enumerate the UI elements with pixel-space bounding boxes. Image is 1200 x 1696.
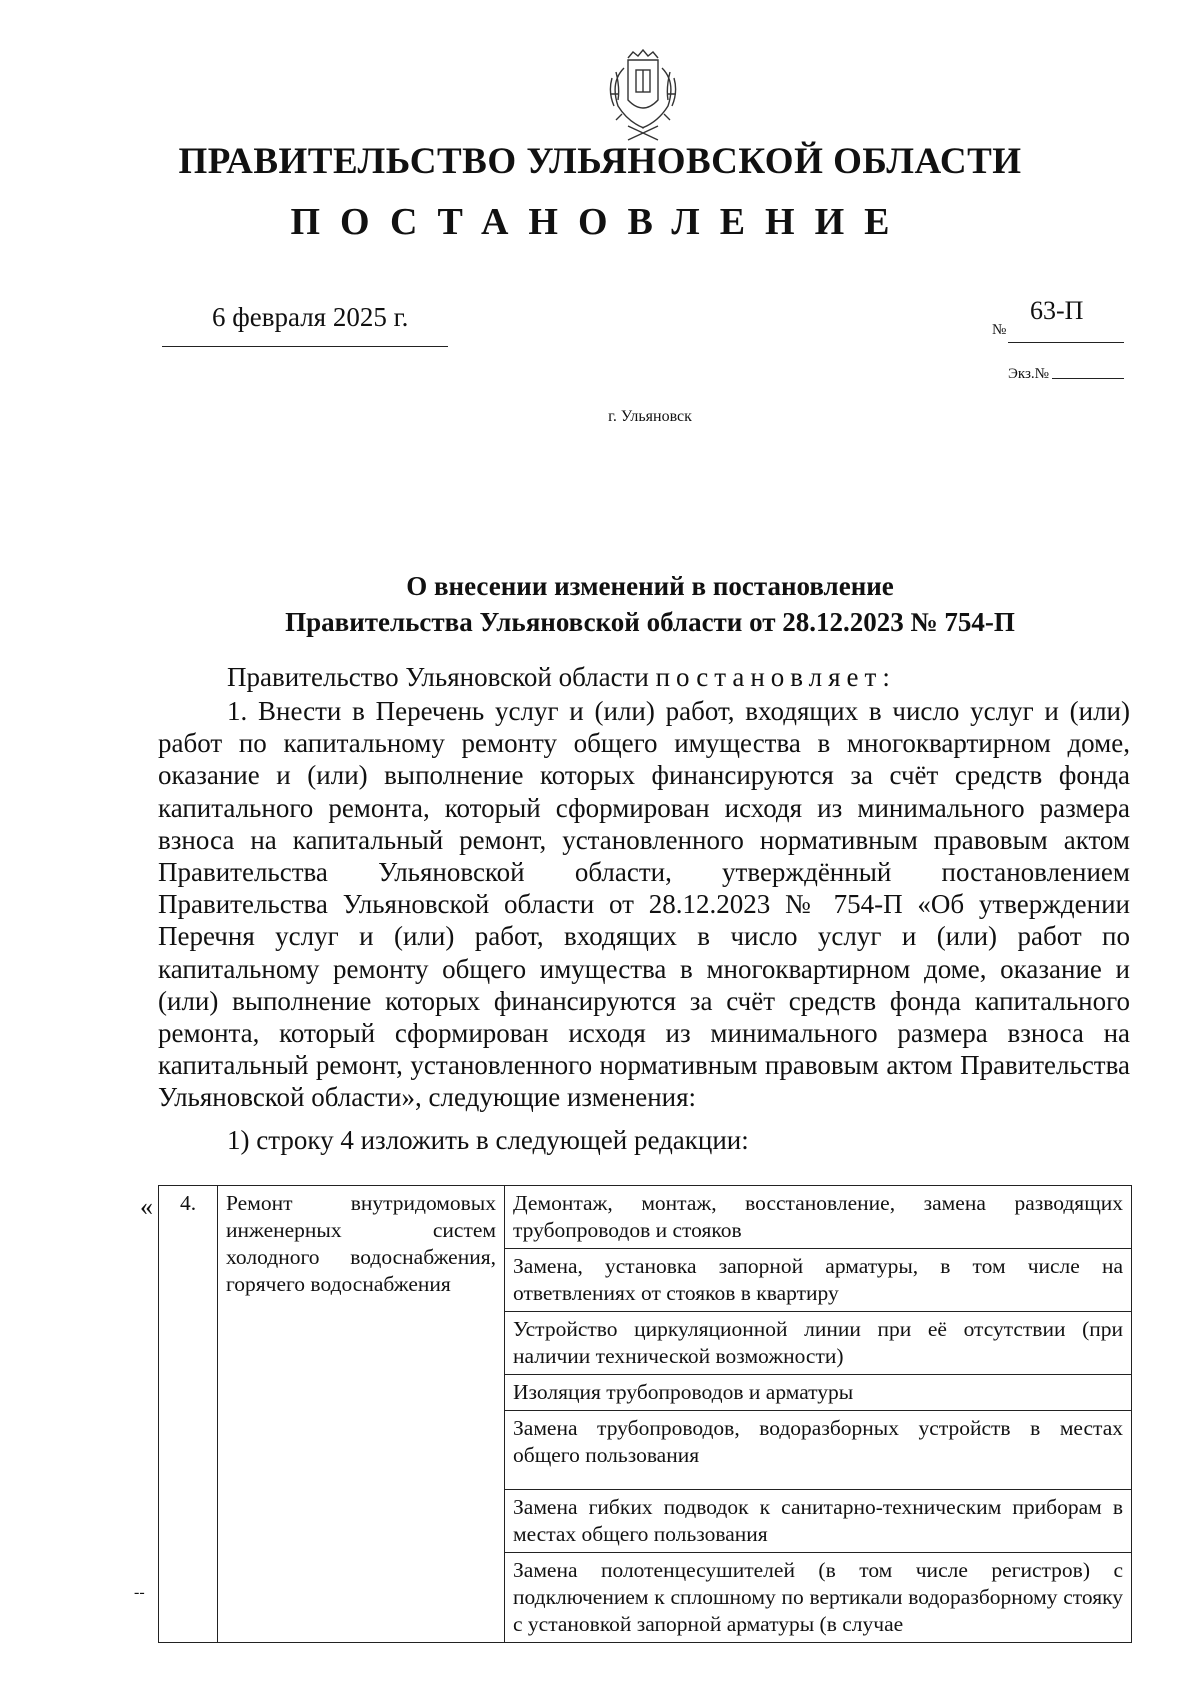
government-title: ПРАВИТЕЛЬСТВО УЛЬЯНОВСКОЙ ОБЛАСТИ: [178, 141, 1022, 182]
service-cell: Замена, установка запорной арматуры, в том числе на ответвлениях от стояков в квартиру: [505, 1249, 1132, 1312]
work-type-cell: Ремонт внутридомовых инженерных систем холодного водоснабжения, горячего водоснабжения: [218, 1186, 505, 1643]
document-heading: [0, 568, 1200, 640]
document-type: ПОСТАНОВЛЕНИЕ: [290, 201, 910, 243]
city: г. Ульяновск: [608, 408, 692, 425]
service-cell: Замена полотенцесушителей (в том числе регистров) с подключением к сплошному по вертикали водоразборному стояку с установкой запорной арматуры (в случае: [505, 1553, 1132, 1643]
number-underline: [1008, 342, 1124, 343]
heading-line-1: О внесении изменений в постановление: [406, 571, 894, 601]
resolution-verb: постановляет:: [655, 662, 896, 692]
open-quote: «: [140, 1192, 153, 1221]
resolution-subject: Правительство Ульяновской области: [227, 662, 649, 692]
resolution-intro: [227, 662, 896, 693]
service-cell: Замена гибких подводок к санитарно-техническим приборам в местах общего пользования: [505, 1490, 1132, 1553]
coat-of-arms-emblem: [598, 48, 708, 148]
document-body: [158, 695, 1130, 1114]
table-row: [159, 1186, 1132, 1249]
revision-table: [158, 1185, 1132, 1643]
number-sign: №: [992, 322, 1007, 338]
copy-number-underline: [1052, 378, 1124, 379]
copy-number-label: Экз.№: [1008, 366, 1049, 382]
service-cell: Замена трубопроводов, водоразборных устройств в местах общего пользования: [505, 1411, 1132, 1490]
heading-line-2: Правительства Ульяновской области от 28.12.2023 № 754-П: [285, 607, 1015, 637]
sub-item-1: 1) строку 4 изложить в следующей редакции:: [227, 1125, 749, 1155]
paragraph-1: 1. Внести в Перечень услуг и (или) работ, входящих в число услуг и (или) работ по капитальному ремонту общего имущества в многоквартирном доме, оказание и (или) выполнение которых финансируются за счёт средств фонда капитального ремонта, который сформирован исходя из минимального размера взноса на капитальный ремонт, установленного нормативным правовым актом Правительства Ульяновской области, утверждённый постановлением Правительства Ульяновской области от 28.12.2023 № 754-П «Об утверждении Перечня услуг и (или) работ, входящих в число услуг и (или) работ по капитальному ремонту общего имущества в многоквартирном доме, оказание и (или) выполнение которых финансируются за счёт средств фонда капитального ремонта, который сформирован исходя из минимального размера взноса на капитальный ремонт, установленного нормативным правовым актом Правительства Ульяновской области», следующие изменения:: [158, 696, 1130, 1113]
document-date: 6 февраля 2025 г.: [212, 302, 409, 332]
service-cell: Изоляция трубопроводов и арматуры: [505, 1375, 1132, 1411]
document-number: 63-П: [1030, 296, 1084, 325]
service-cell: Демонтаж, монтаж, восстановление, замена разводящих трубопроводов и стояков: [505, 1186, 1132, 1249]
date-underline: [162, 346, 448, 347]
service-cell: Устройство циркуляционной линии при её отсутствии (при наличии технической возможности): [505, 1312, 1132, 1375]
page-break-dash: --: [134, 1584, 145, 1601]
row-number-cell: 4.: [159, 1186, 218, 1643]
